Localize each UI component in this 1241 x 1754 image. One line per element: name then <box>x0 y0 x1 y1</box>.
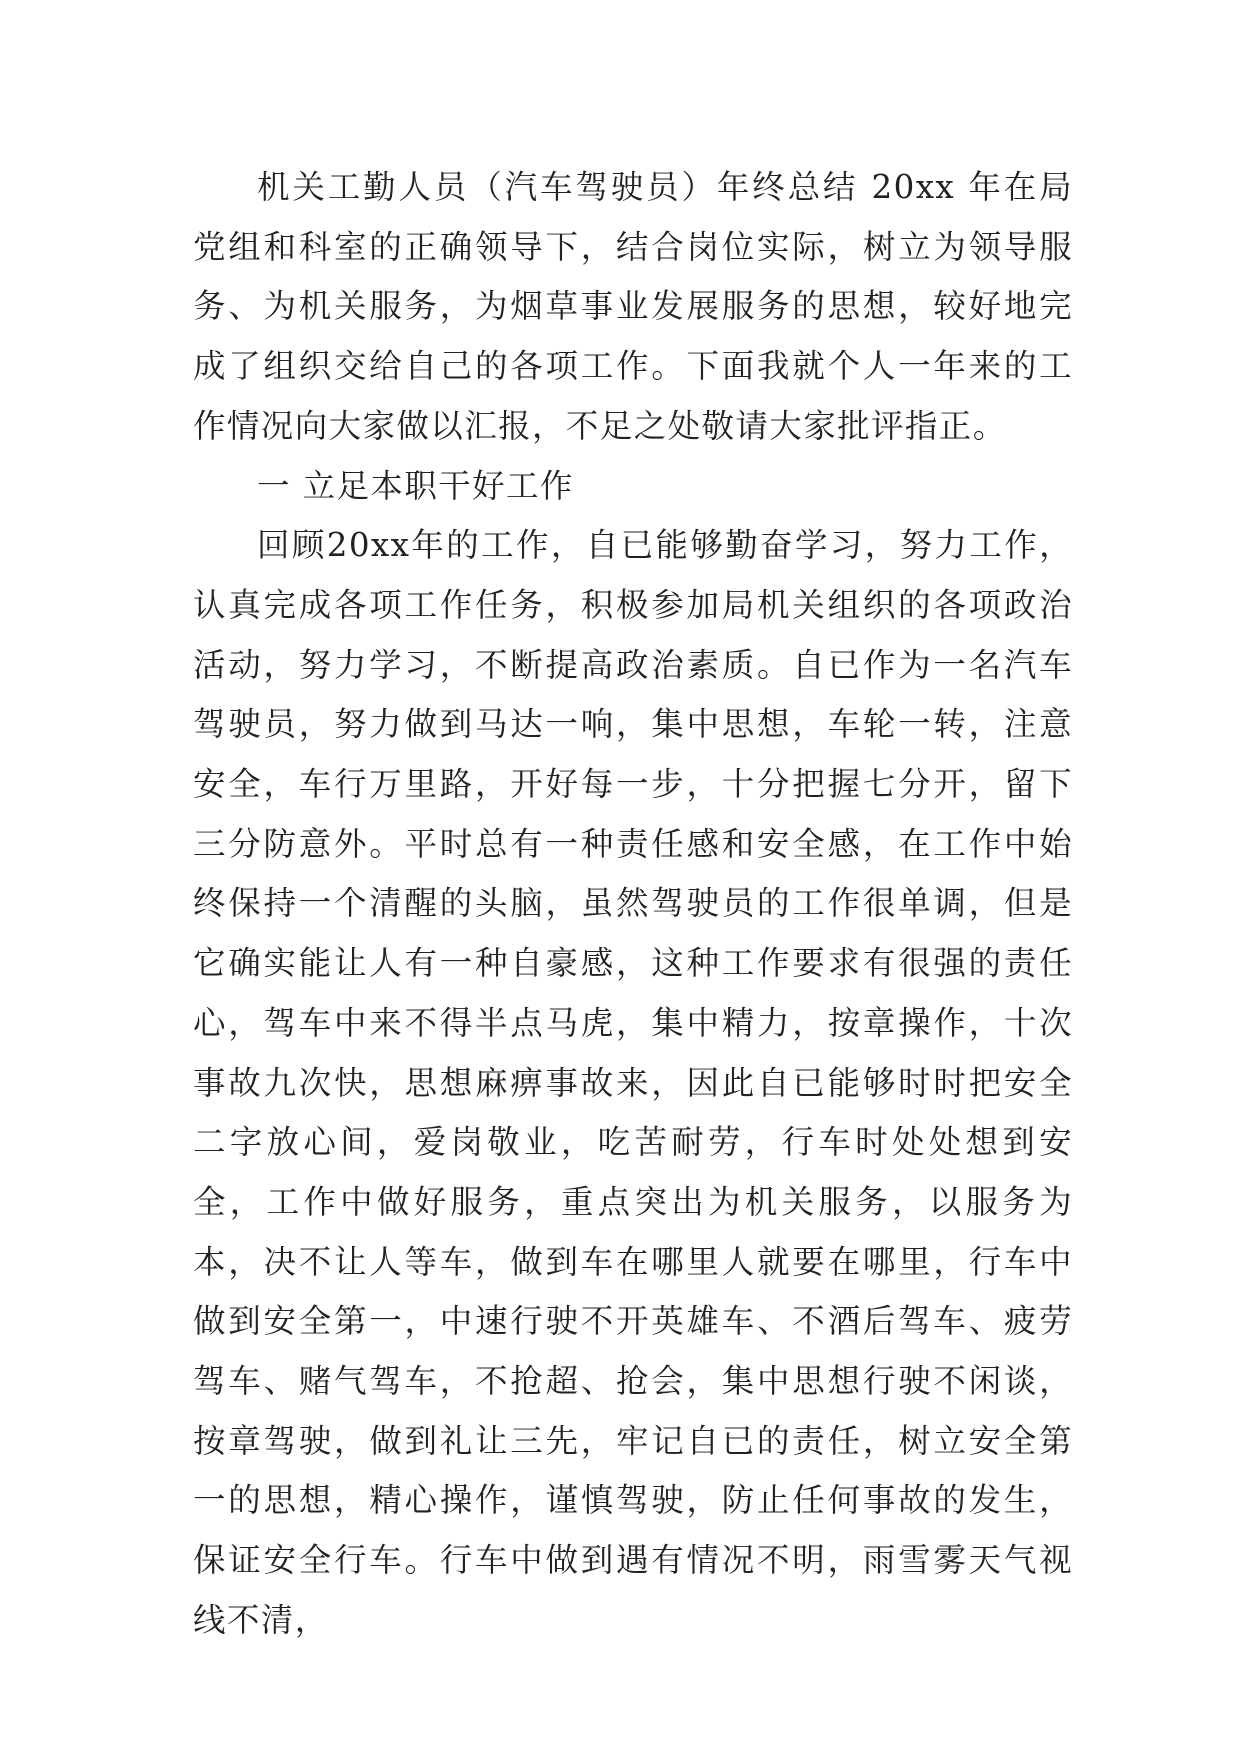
section-heading: 一 立足本职干好工作 <box>257 466 574 505</box>
body-paragraph: 回顾20xx年的工作，自已能够勤奋学习，努力工作，认真完成各项工作任务，积极参加局机关组织的各项政治活动，努力学习，不断提高政治素质。自已作为一名汽车驾驶员，努力做到马达一响，集中思想，车轮一转，注意安全，车行万里路，开好每一步，十分把握七分开，留下三分防意外。平时总有一种责任感和安全感，在工作中始终保持一个清醒的头脑，虽然驾驶员的工作很单调，但是它确实能让人有一种自豪感，这种工作要求有很强的责任心，驾车中来不得半点马虎，集中精力，按章操作，十次事故九次快，思想麻痹事故来，因此自已能够时时把安全二字放心间，爱岗敬业，吃苦耐劳，行车时处处想到安全，工作中做好服务，重点突出为机关服务，以服务为本，决不让人等车，做到车在哪里人就要在哪里，行车中做到安全第一，中速行驶不开英雄车、不酒后驾车、疲劳驾车、赌气驾车，不抢超、抢会，集中思想行驶不闲谈，按章驾驶，做到礼让三先，牢记自已的责任，树立安全第一的思想，精心操作，谨慎驾驶，防止任何事故的发生，保证安全行车。行车中做到遇有情况不明，雨雪雾天气视线不清， <box>193 526 1073 1639</box>
document-body <box>193 158 1073 1651</box>
intro-paragraph: 机关工勤人员（汽车驾驶员）年终总结 20xx 年在局党组和科室的正确领导下，结合岗位实际，树立为领导服务、为机关服务，为烟草事业发展服务的思想，较好地完成了组织交给自己的各项工作。下面我就个人一年来的工作情况向大家做以汇报，不足之处敬请大家批评指正。 <box>193 168 1073 445</box>
